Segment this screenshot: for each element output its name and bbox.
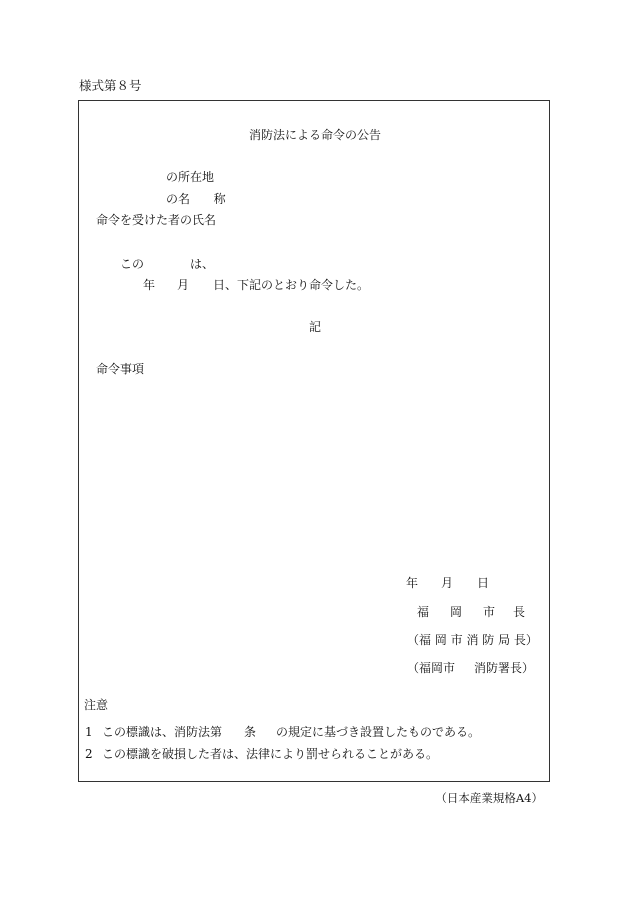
issuer-mayor-char-1: 福 [417, 605, 430, 619]
date-day: 日 [477, 576, 490, 590]
paper-size-note: （日本産業規格A4） [435, 791, 543, 805]
name-label-part2: 称 [213, 192, 226, 206]
notice-line1-part1: この [120, 257, 145, 271]
issuer-mayor-char-2: 岡 [450, 605, 463, 619]
note-1-part1: この標識は、消防法第 [102, 725, 223, 739]
form-frame [78, 100, 550, 782]
notes-heading: 注意 [84, 698, 109, 712]
date-month: 月 [441, 576, 454, 590]
issuer-fire-chief: （福 岡 市 消 防 局 長） [407, 633, 538, 647]
notice-day-text: 日、下記のとおり命令した。 [213, 278, 370, 292]
issuer-mayor-char-4: 長 [513, 605, 526, 619]
notice-month: 月 [177, 278, 190, 292]
issuer-station-chief-part2: 消防署長） [474, 661, 535, 675]
note-2-number: 2 [85, 747, 93, 761]
note-1-part2: 条 [244, 725, 257, 739]
notice-line1-part2: は、 [190, 257, 215, 271]
recipient-label: 命令を受けた者の氏名 [96, 213, 217, 227]
location-label: の所在地 [166, 170, 215, 184]
date-year: 年 [406, 576, 419, 590]
notice-year: 年 [143, 278, 156, 292]
name-label [166, 192, 226, 206]
name-label-part1: の名 [166, 192, 191, 206]
note-2-text: この標識を破損した者は、法律により罰せられることがある。 [102, 747, 439, 761]
order-items-label: 命令事項 [96, 362, 145, 376]
note-1-number: 1 [85, 725, 93, 739]
ki-marker: 記 [308, 320, 321, 334]
document-title: 消防法による命令の公告 [248, 128, 381, 142]
note-1-part3: の規定に基づき設置したものである。 [276, 725, 481, 739]
issuer-mayor-char-3: 市 [483, 605, 496, 619]
issuer-station-chief-part1: （福岡市 [407, 661, 456, 675]
form-number: 様式第８号 [79, 78, 142, 93]
